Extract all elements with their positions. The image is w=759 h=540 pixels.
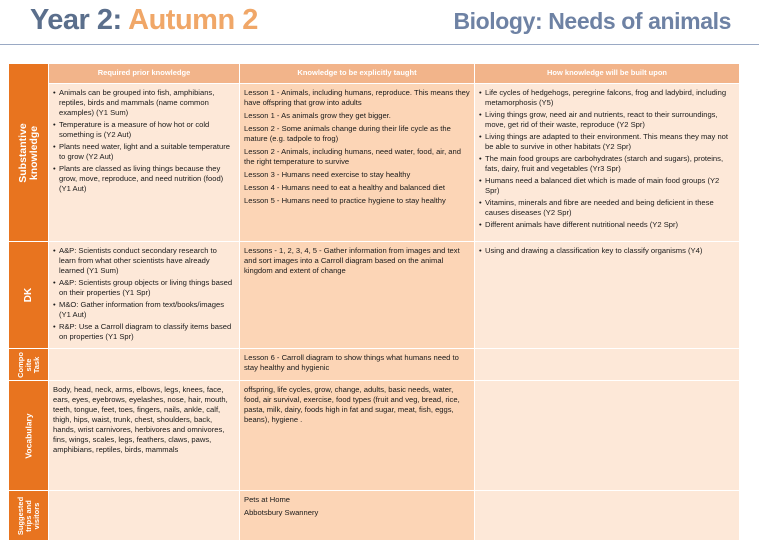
list-item: • Plants need water, light and a suitable temperature to grow (Y2 Aut) [53,142,235,162]
list-item: • Humans need a balanced diet which is made of main food groups (Y2 Spr) [479,176,735,196]
vocabulary-built-cell [475,381,740,491]
row-label-substantive [9,64,49,242]
list-item: • A&P: Scientists group objects or living things based on their properties (Y1 Spr) [53,278,235,298]
header-divider [0,44,759,45]
lesson-item: Lesson 2 - Some animals change during their life cycle as the mature (e.g. tadpole to frog) [244,124,451,144]
row-label-substantive-line1: Substantive [16,122,29,183]
dk-prior-cell [49,242,240,349]
knowledge-organiser-table [8,63,740,540]
vocabulary-taught-text: offspring, life cycles, grow, change, adults, basic needs, water, food, air survival, exercise, food types (fruit and veg, bread, rice, pasta, milk, dairy, foods high in fat and sugar, meat, fish, eggs, beans), hygiene . [244,385,460,425]
column-header-taught: Knowledge to be explicitly taught [240,64,475,84]
composite-built-cell [475,349,740,381]
list-item: • Temperature is a measure of how hot or cold something is (Y2 Aut) [53,120,235,140]
column-header-built: How knowledge will be built upon [475,64,740,84]
substantive-prior-cell [49,84,240,242]
list-item: • Vitamins, minerals and fibre are needed and being deficient in these causes diseases (Y2 Spr) [479,198,735,218]
composite-prior-cell [49,349,240,381]
list-item: • A&P: Scientists conduct secondary research to learn from what other scientists have already learned (Y1 Sum) [53,246,235,276]
dk-taught-cell [240,242,475,349]
lesson-item: Lesson 3 - Humans need exercise to stay healthy [244,170,411,180]
row-label-composite [9,349,49,381]
row-label-trips [9,491,49,540]
row-label-trips-line3: visitors [31,502,41,530]
lesson-item: Lesson 1 - Animals, including humans, reproduce. This means they have offspring that grow into adults [244,88,470,108]
lesson-item: Lesson 2 - Animals, including humans, need water, food, air, and the right temperature to survive [244,147,461,167]
list-item: • Animals can be grouped into fish, amphibians, reptiles, birds and mammals (name common examples) (Y1 Sum) [53,88,235,118]
year-title [30,4,258,37]
list-item: • Different animals have different nutritional needs (Y2 Spr) [479,220,735,230]
trips-prior-cell [49,491,240,540]
lesson-item: Lesson 4 - Humans need to eat a healthy and balanced diet [244,183,445,193]
list-item: • Life cycles of hedgehogs, peregrine falcons, frog and ladybird, including metamorphosis (Y5) [479,88,735,108]
list-item: • Living things are adapted to their environment. This means they may not be able to survive in other habitats (Y2 Spr) [479,132,735,152]
list-item: • Living things grow, need air and nutrients, react to their surroundings, move, get rid of their waste, reproduce (Y2 Spr) [479,110,735,130]
lesson-item: Lesson 5 - Humans need to practice hygiene to stay healthy [244,196,446,206]
dk-taught-text: Lessons - 1, 2, 3, 4, 5 - Gather information from images and text and sort images into a Carroll diagram based on the animal kingdom and extent of change [244,246,460,276]
row-label-composite-line2: site [23,358,33,372]
trips-built-cell [475,491,740,540]
substantive-built-cell [475,84,740,242]
composite-taught-cell [240,349,475,381]
list-item: • Plants are classed as living things because they grow, move, reproduce, and need nutrition (food) (Y1 Aut) [53,164,235,194]
list-item: • Using and drawing a classification key to classify organisms (Y4) [479,246,735,256]
row-label-trips-line2: trips and [23,499,33,532]
column-header-prior: Required prior knowledge [49,64,240,84]
list-item: • The main food groups are carbohydrates (starch and sugars), proteins, fats, dairy, fruit and vegetables (Yr3 Spr) [479,154,735,174]
trip-item: Pets at Home [244,495,291,505]
vocabulary-prior-cell [49,381,240,491]
year-label: Year 2: [30,4,122,36]
list-item: • M&O: Gather information from text/books/images (Y1 Aut) [53,300,235,320]
vocabulary-prior-text: Body, head, neck, arms, elbows, legs, knees, face, ears, eyes, eyebrows, eyelashes, nose, hair, mouth, teeth, tongue, feet, toes, fingers, nails, ankle, calf, thigh, hips, waist, trunk, chest, shoulders, back, hands, wrist carnivores, herbivores and omnivores, fins, wings, scales, legs, feathers, claws, paws, amphibians, reptiles, birds, mammals [53,385,228,455]
row-label-composite-line1: Compo [15,351,25,378]
term-label: Autumn 2 [128,4,258,36]
subject-title: Biology: Needs of animals [453,8,731,34]
row-label-dk-text: DK [22,287,34,303]
row-label-substantive-line2: knowledge [27,125,40,180]
vocabulary-taught-cell [240,381,475,491]
row-label-vocabulary [9,381,49,491]
row-label-trips-line1: Suggested [15,496,25,535]
dk-built-cell [475,242,740,349]
lesson-item: Lesson 1 - As animals grow they get bigger. [244,111,391,121]
list-item: • R&P: Use a Carroll diagram to classify items based on properties (Y1 Spr) [53,322,235,342]
trips-taught-cell [240,491,475,540]
row-label-vocabulary-text: Vocabulary [23,413,34,459]
composite-taught-text: Lesson 6 - Carroll diagram to show things what humans need to stay healthy and hygienic [244,353,459,373]
substantive-taught-cell [240,84,475,242]
row-label-composite-line3: Task [31,356,41,373]
page-header [0,0,759,48]
row-label-dk [9,242,49,349]
trip-item: Abbotsbury Swannery [244,508,319,518]
